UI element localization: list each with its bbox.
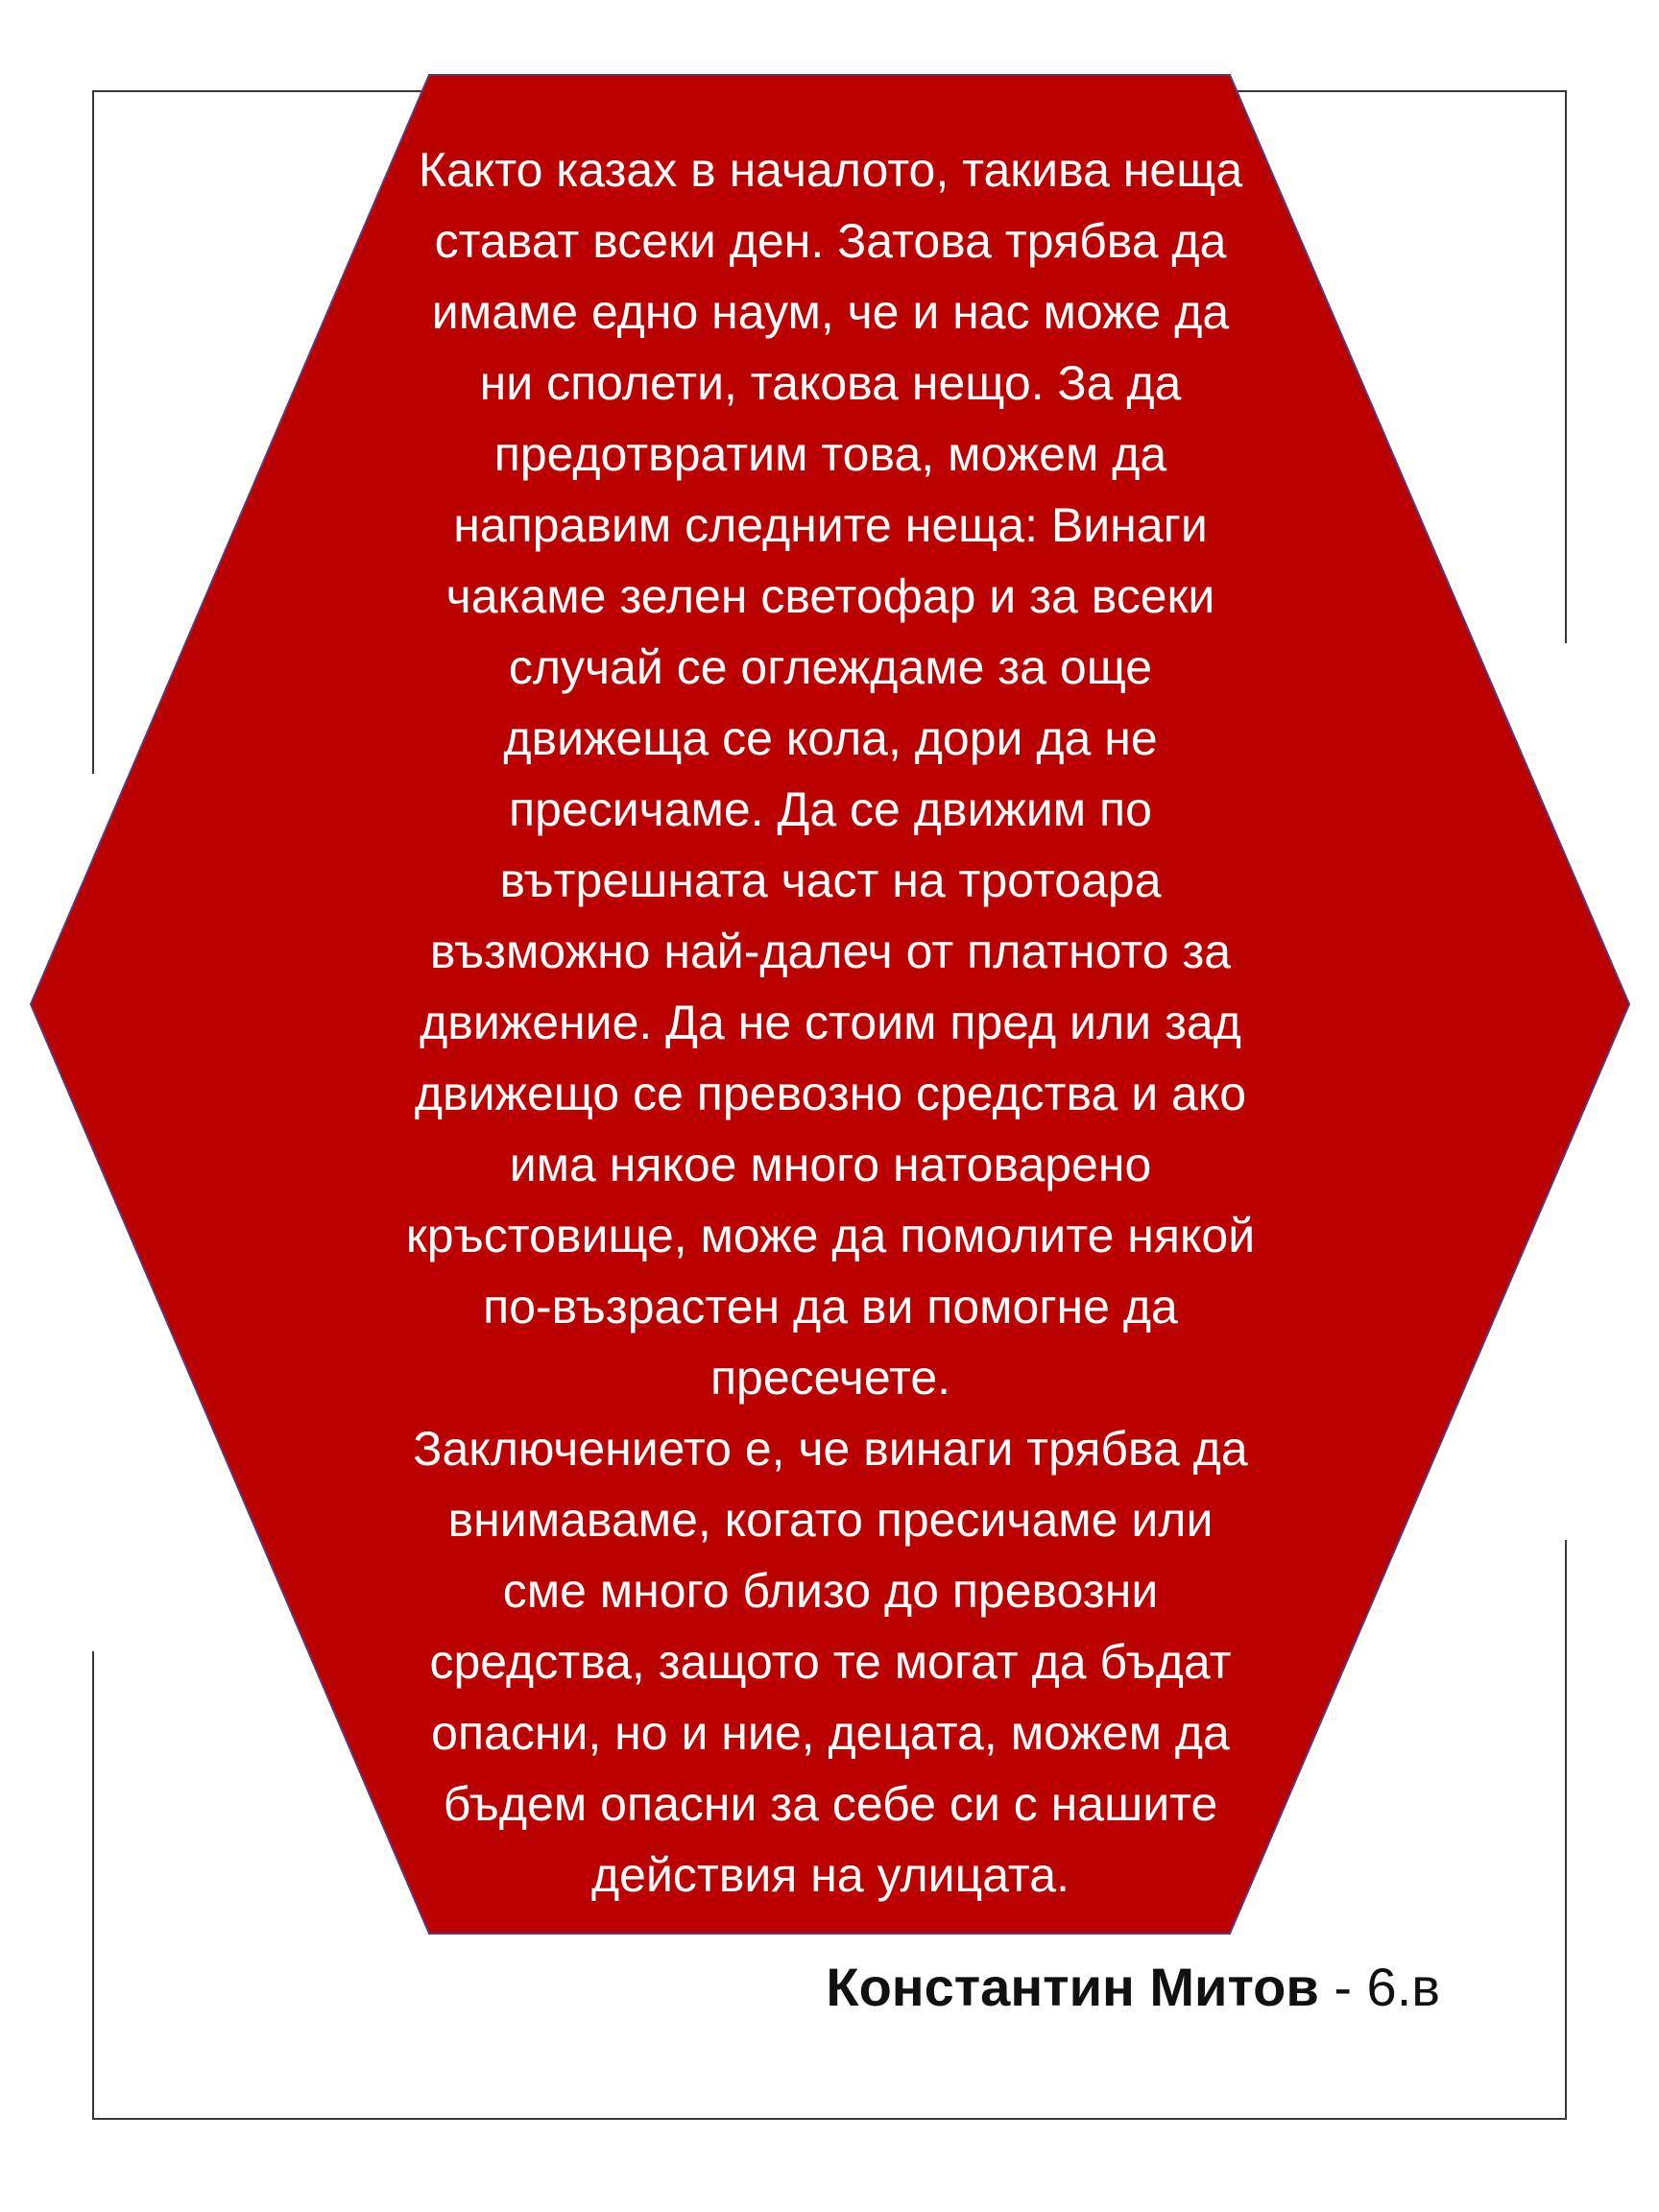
author-class: 6.в	[1366, 1957, 1440, 2017]
author-separator: -	[1318, 1957, 1367, 2017]
essay-text: Както казах в началото, такива неща стават всеки ден. Затова трябва да имаме едно наум, че и нас може да ни сполети, такова нещо. За да предотвратим това, можем да направим следните неща: Винаги чакаме зелен светофар и за всеки случай се оглеждаме за още движеща се кола, дори да не пресичаме. Да се движим по вътрешната част на тротоара възможно най-далеч от платното за движение. Да не стоим пред или зад движещо се превозно средства и ако има някое много натоварено кръстовище, може да помолите някой по-възрастен да ви помогне да пресечете. Заключението е, че винаги трябва да внимаваме, когато пресичаме или сме много близо до превозни средства, защото те могат да бъдат опасни, но и ние, децата, можем да бъдем опасни за себе си с нашите действия на улицата.	[405, 143, 1256, 1902]
author-name: Константин Митов	[826, 1957, 1319, 2017]
author-signature	[672, 1949, 1440, 2026]
